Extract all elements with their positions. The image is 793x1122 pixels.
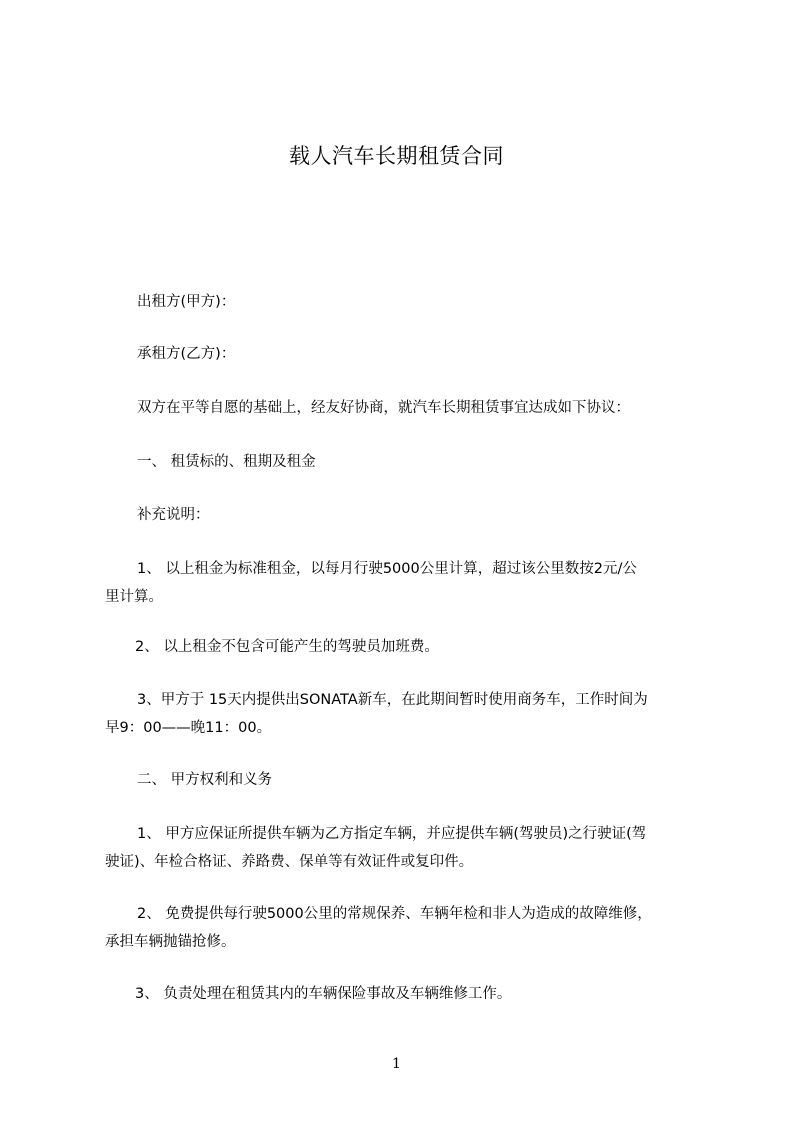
clause-2-1-line-2: 驶证)、年检合格证、养路费、保单等有效证件或复印件。: [105, 854, 474, 870]
clause-1-1: [105, 555, 710, 611]
clause-1-3-line-2: 早9：00——晚11：00。: [105, 720, 272, 736]
clause-1-3-line-1: 3、甲方于 15天内提供出SONATA新车，在此期间暂时使用商务车，工作时间为: [137, 692, 648, 708]
clause-2-1-line-1: 1、 甲方应保证所提供车辆为乙方指定车辆，并应提供车辆(驾驶员)之行驶证(驾: [137, 826, 647, 842]
clause-1-1-line-2: 里计算。: [105, 589, 163, 605]
section-heading-1: [105, 448, 710, 476]
clause-2-2-line-1: 2、 免费提供每行驶5000公里的常规保养、车辆年检和非人为造成的故障维修，: [137, 906, 652, 922]
clause-2-1: [105, 820, 710, 876]
clause-1-2-text: 2、 以上租金不包含可能产生的驾驶员加班费。: [135, 639, 439, 655]
clause-1-3: [105, 686, 710, 742]
clause-1-2: [105, 633, 710, 661]
section-2-title: 二、 甲方权利和义务: [137, 772, 273, 788]
lessor-label: 出租方(甲方)：: [137, 294, 236, 310]
intro-text: 双方在平等自愿的基础上，经友好协商，就汽车长期租赁事宜达成如下协议：: [137, 400, 630, 416]
document-title: 载人汽车长期租赁合同: [289, 144, 504, 168]
clause-2-3-text: 3、 负责处理在租赁其内的车辆保险事故及车辆维修工作。: [135, 986, 512, 1002]
intro-paragraph: [105, 394, 710, 422]
section-heading-2: [105, 766, 710, 794]
lessor-line: [105, 288, 710, 316]
clause-2-2-line-2: 承担车辆抛锚抢修。: [105, 934, 236, 950]
supplement-heading: [105, 501, 710, 529]
lessee-label: 承租方(乙方)：: [137, 346, 236, 362]
clause-1-1-line-1: 1、 以上租金为标准租金，以每月行驶5000公里计算，超过该公里数按2元/公: [137, 561, 637, 577]
supplement-label: 补充说明：: [137, 507, 210, 523]
clause-2-3: [105, 980, 710, 1008]
clause-2-2: [105, 900, 710, 956]
section-1-title: 一、 租赁标的、租期及租金: [137, 454, 316, 470]
lessee-line: [105, 340, 710, 368]
page-number: 1: [392, 1056, 401, 1072]
